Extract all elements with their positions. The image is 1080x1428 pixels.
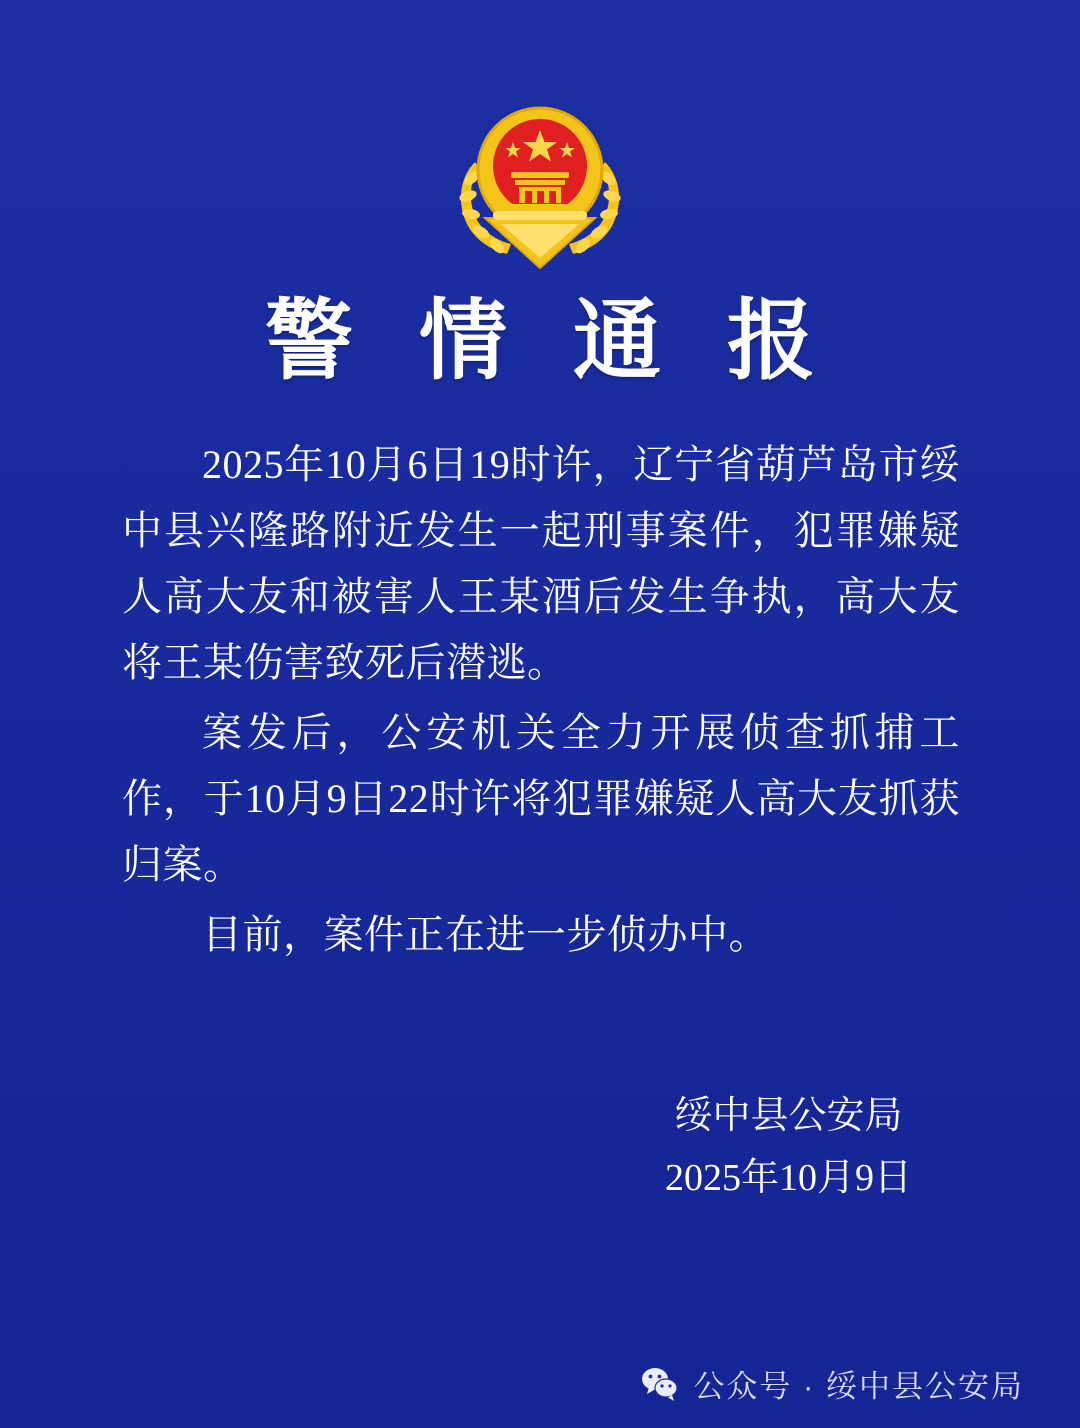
emblem-container (0, 92, 1080, 274)
page-title: 警 情 通 报 (264, 294, 837, 391)
footer-account-label: 公众号 · 绥中县公安局 (693, 1369, 1024, 1404)
notice-paragraph: 2025年10月6日19时许，辽宁省葫芦岛市绥中县兴隆路附近发生一起刑事案件，犯罪嫌疑人高大友和被害人王某酒后发生争执，高大友将王某伤害致死后潜逃。 (122, 442, 960, 685)
notice-body (122, 432, 960, 972)
signature-block (665, 1085, 912, 1209)
notice-paragraph: 目前，案件正在进一步侦办中。 (202, 912, 769, 957)
issuer-name: 绥中县公安局 (674, 1095, 903, 1137)
wechat-icon (639, 1364, 679, 1404)
china-police-emblem-icon (445, 92, 635, 274)
notice-paragraph: 案发后，公安机关全力开展侦查抓捕工作，于10月9日22时许将犯罪嫌疑人高大友抓获归案。 (122, 710, 960, 887)
issue-date: 2025年10月9日 (664, 1157, 912, 1199)
footer-watermark (0, 1361, 1080, 1406)
